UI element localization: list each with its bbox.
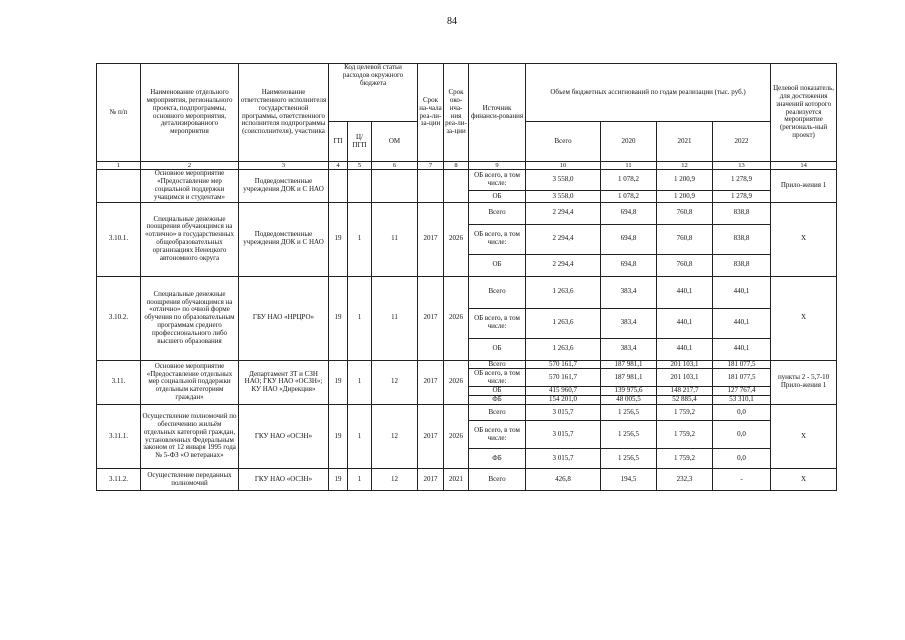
row-total: 3 015,7 bbox=[526, 405, 601, 421]
row-2021: 440,1 bbox=[657, 276, 713, 308]
table-row bbox=[97, 405, 837, 421]
row-gp: 19 bbox=[329, 202, 348, 276]
row-start: 2017 bbox=[418, 469, 444, 491]
column-index: 3 bbox=[239, 162, 329, 170]
table-row bbox=[97, 469, 837, 491]
table-row bbox=[97, 360, 837, 369]
row-total: 3 558,0 bbox=[526, 191, 601, 202]
row-2021: 52 885,4 bbox=[657, 396, 713, 405]
row-source: ОБ bbox=[469, 254, 526, 276]
header-om: ОМ bbox=[372, 122, 418, 162]
row-end: 2021 bbox=[444, 469, 469, 491]
row-total: 1 263,6 bbox=[526, 338, 601, 360]
row-name: Основное мероприятие «Предоставление отдельных мер социальной поддержки отдельным категориям граждан» bbox=[141, 360, 239, 404]
row-2020: 1 078,2 bbox=[601, 170, 657, 191]
row-executor: Департамент ЗТ и СЗН НАО; ГКУ НАО «ОСЗН»; КУ НАО «Дирекция» bbox=[239, 360, 329, 404]
budget-table bbox=[96, 63, 837, 491]
row-start: 2017 bbox=[418, 276, 444, 360]
column-index: 7 bbox=[418, 162, 444, 170]
row-total: 2 294,4 bbox=[526, 202, 601, 224]
row-number: 3.10.1. bbox=[97, 202, 141, 276]
row-om bbox=[372, 170, 418, 202]
row-total: 2 294,4 bbox=[526, 254, 601, 276]
row-total: 3 015,7 bbox=[526, 421, 601, 449]
column-index: 2 bbox=[141, 162, 239, 170]
row-2020: 383,4 bbox=[601, 338, 657, 360]
table-row bbox=[97, 202, 837, 224]
row-total: 1 263,6 bbox=[526, 276, 601, 308]
row-2021: 1 759,2 bbox=[657, 405, 713, 421]
row-2021: 1 200,9 bbox=[657, 170, 713, 191]
row-name: Осуществление переданных полномочий bbox=[141, 469, 239, 491]
column-index: 13 bbox=[713, 162, 771, 170]
row-2021: 201 103,1 bbox=[657, 360, 713, 369]
table-row bbox=[97, 170, 837, 191]
row-total: 570 161,7 bbox=[526, 360, 601, 369]
row-2022: 127 767,4 bbox=[713, 387, 771, 396]
row-2020: 187 981,1 bbox=[601, 360, 657, 369]
header-target: Целевой показатель, для достижения значений которого реализуется мероприятие (региональ-ный проект) bbox=[771, 64, 837, 162]
row-2022: 0,0 bbox=[713, 421, 771, 449]
row-end bbox=[444, 170, 469, 202]
row-gp bbox=[329, 170, 348, 202]
row-total: 1 263,6 bbox=[526, 308, 601, 338]
row-2021: 1 759,2 bbox=[657, 421, 713, 449]
row-gp: 19 bbox=[329, 276, 348, 360]
row-source: ФБ bbox=[469, 449, 526, 469]
row-number: 3.11.2. bbox=[97, 469, 141, 491]
row-2021: 440,1 bbox=[657, 338, 713, 360]
column-index: 5 bbox=[348, 162, 372, 170]
header-row bbox=[97, 64, 837, 122]
row-gp: 19 bbox=[329, 405, 348, 469]
row-om: 12 bbox=[372, 360, 418, 404]
header-2022: 2022 bbox=[713, 122, 771, 162]
row-source: ФБ bbox=[469, 396, 526, 405]
row-2021: 760,8 bbox=[657, 202, 713, 224]
page-number: 84 bbox=[447, 16, 457, 27]
row-number: 3.11. bbox=[97, 360, 141, 404]
row-name: Специальные денежные поощрения обучающимся на «отлично» по очной форме обучения по образовательным программам среднего профессионального либо высшего образования bbox=[141, 276, 239, 360]
row-executor: Подведомственные учреждения ДОК и С НАО bbox=[239, 170, 329, 202]
row-2022: 1 278,9 bbox=[713, 170, 771, 191]
row-name: Осуществление полномочий по обеспечению жильём отдельных категорий граждан, установленных Федеральным законом от 12 января 1995 года № 5-ФЗ «О ветеранах» bbox=[141, 405, 239, 469]
row-2022: 838,8 bbox=[713, 224, 771, 254]
row-pgp: 1 bbox=[348, 469, 372, 491]
row-pgp: 1 bbox=[348, 360, 372, 404]
header-2020: 2020 bbox=[601, 122, 657, 162]
row-pgp: 1 bbox=[348, 276, 372, 360]
row-source: ОБ всего, в том числе: bbox=[469, 224, 526, 254]
row-2020: 1 256,5 bbox=[601, 405, 657, 421]
row-2020: 139 975,6 bbox=[601, 387, 657, 396]
row-2020: 694,8 bbox=[601, 224, 657, 254]
row-2020: 694,8 bbox=[601, 254, 657, 276]
header-start: Срок на-чала реа-ли-за-ции bbox=[418, 64, 444, 162]
row-2022: - bbox=[713, 469, 771, 491]
row-total: 3 015,7 bbox=[526, 449, 601, 469]
row-2021: 201 103,1 bbox=[657, 369, 713, 387]
row-source: ОБ всего, в том числе: bbox=[469, 170, 526, 191]
row-om: 11 bbox=[372, 276, 418, 360]
header-gp: ГП bbox=[329, 122, 348, 162]
row-2022: 181 077,5 bbox=[713, 360, 771, 369]
row-target: Х bbox=[771, 276, 837, 360]
row-source: ОБ bbox=[469, 387, 526, 396]
column-index: 10 bbox=[526, 162, 601, 170]
row-total: 415 960,7 bbox=[526, 387, 601, 396]
column-index: 8 bbox=[444, 162, 469, 170]
row-om: 11 bbox=[372, 202, 418, 276]
row-2020: 1 256,5 bbox=[601, 449, 657, 469]
row-target: Х bbox=[771, 469, 837, 491]
row-start bbox=[418, 170, 444, 202]
row-gp: 19 bbox=[329, 360, 348, 404]
row-source: ОБ bbox=[469, 191, 526, 202]
row-end: 2026 bbox=[444, 202, 469, 276]
row-2021: 760,8 bbox=[657, 224, 713, 254]
row-2022: 181 077,5 bbox=[713, 369, 771, 387]
row-number: 3.11.1. bbox=[97, 405, 141, 469]
row-executor: Подведомственные учреждения ДОК и С НАО bbox=[239, 202, 329, 276]
row-om: 12 bbox=[372, 405, 418, 469]
row-end: 2026 bbox=[444, 276, 469, 360]
row-source: ОБ всего, в том числе: bbox=[469, 308, 526, 338]
row-2022: 53 310,1 bbox=[713, 396, 771, 405]
row-source: Всего bbox=[469, 469, 526, 491]
header-amount-group: Объем бюджетных ассигнований по годам реализации (тыс. руб.) bbox=[526, 64, 771, 122]
column-index: 4 bbox=[329, 162, 348, 170]
row-2022: 0,0 bbox=[713, 449, 771, 469]
row-total: 2 294,4 bbox=[526, 224, 601, 254]
row-name: Основное мероприятие «Предоставление мер социальной поддержки учащимся и студентам» bbox=[141, 170, 239, 202]
row-total: 154 201,0 bbox=[526, 396, 601, 405]
row-2022: 1 278,9 bbox=[713, 191, 771, 202]
row-pgp: 1 bbox=[348, 405, 372, 469]
row-2022: 440,1 bbox=[713, 276, 771, 308]
row-2021: 232,3 bbox=[657, 469, 713, 491]
row-2022: 440,1 bbox=[713, 338, 771, 360]
row-2022: 440,1 bbox=[713, 308, 771, 338]
header-code-group: Код целевой статьи расходов окружного бюджета bbox=[329, 64, 418, 122]
row-2022: 838,8 bbox=[713, 254, 771, 276]
column-index-row bbox=[97, 162, 837, 170]
row-target: Х bbox=[771, 405, 837, 469]
column-index: 1 bbox=[97, 162, 141, 170]
row-name: Специальные денежные поощрения обучающимся на «отлично» в государственных общеобразовательных организациях Ненецкого автономного округа bbox=[141, 202, 239, 276]
column-index: 6 bbox=[372, 162, 418, 170]
row-2020: 194,5 bbox=[601, 469, 657, 491]
row-om: 12 bbox=[372, 469, 418, 491]
header-source: Источник финанси-рования bbox=[469, 64, 526, 162]
table-row bbox=[97, 276, 837, 308]
header-end: Срок око-нча-ния реа-ли-за-ции bbox=[444, 64, 469, 162]
row-total: 570 161,7 bbox=[526, 369, 601, 387]
row-pgp bbox=[348, 170, 372, 202]
row-2020: 48 005,5 bbox=[601, 396, 657, 405]
row-gp: 19 bbox=[329, 469, 348, 491]
row-2022: 838,8 bbox=[713, 202, 771, 224]
row-2020: 383,4 bbox=[601, 308, 657, 338]
header-2021: 2021 bbox=[657, 122, 713, 162]
row-2020: 1 256,5 bbox=[601, 421, 657, 449]
row-end: 2026 bbox=[444, 360, 469, 404]
column-index: 11 bbox=[601, 162, 657, 170]
row-source: ОБ bbox=[469, 338, 526, 360]
column-index: 14 bbox=[771, 162, 837, 170]
header-executor: Наименование ответственного исполнителя государственной программы, ответственного исполнителя подпрограммы (соисполнителя), участника bbox=[239, 64, 329, 162]
row-pgp: 1 bbox=[348, 202, 372, 276]
row-start: 2017 bbox=[418, 202, 444, 276]
row-executor: ГКУ НАО «ОСЗН» bbox=[239, 405, 329, 469]
row-2022: 0,0 bbox=[713, 405, 771, 421]
row-executor: ГБУ НАО «НРЦРО» bbox=[239, 276, 329, 360]
header-pgp: Ц/ПГП bbox=[348, 122, 372, 162]
row-2021: 1 200,9 bbox=[657, 191, 713, 202]
row-executor: ГКУ НАО «ОСЗН» bbox=[239, 469, 329, 491]
row-number: 3.10.2. bbox=[97, 276, 141, 360]
row-target: Прило-жения 1 bbox=[771, 170, 837, 202]
row-total: 426,8 bbox=[526, 469, 601, 491]
row-number bbox=[97, 170, 141, 202]
row-source: ОБ всего, в том числе: bbox=[469, 421, 526, 449]
row-2021: 1 759,2 bbox=[657, 449, 713, 469]
row-start: 2017 bbox=[418, 360, 444, 404]
header-total: Всего bbox=[526, 122, 601, 162]
row-2020: 383,4 bbox=[601, 276, 657, 308]
row-target: Х bbox=[771, 202, 837, 276]
column-index: 9 bbox=[469, 162, 526, 170]
row-target: пункты 2 - 5,7-10 Прило-жения 1 bbox=[771, 360, 837, 404]
row-2020: 187 981,1 bbox=[601, 369, 657, 387]
row-source: ОБ всего, в том числе: bbox=[469, 369, 526, 387]
column-index: 12 bbox=[657, 162, 713, 170]
row-start: 2017 bbox=[418, 405, 444, 469]
row-2021: 148 217,7 bbox=[657, 387, 713, 396]
row-source: Всего bbox=[469, 360, 526, 369]
row-2020: 1 078,2 bbox=[601, 191, 657, 202]
row-source: Всего bbox=[469, 276, 526, 308]
row-2021: 760,8 bbox=[657, 254, 713, 276]
row-end: 2026 bbox=[444, 405, 469, 469]
row-source: Всего bbox=[469, 405, 526, 421]
header-num: № п/п bbox=[97, 64, 141, 162]
row-total: 3 558,0 bbox=[526, 170, 601, 191]
row-source: Всего bbox=[469, 202, 526, 224]
row-2020: 694,8 bbox=[601, 202, 657, 224]
header-name: Наименование отдельного мероприятия, регионального проекта, подпрограммы, основного мероприятия, детализированного мероприятия bbox=[141, 64, 239, 162]
row-2021: 440,1 bbox=[657, 308, 713, 338]
